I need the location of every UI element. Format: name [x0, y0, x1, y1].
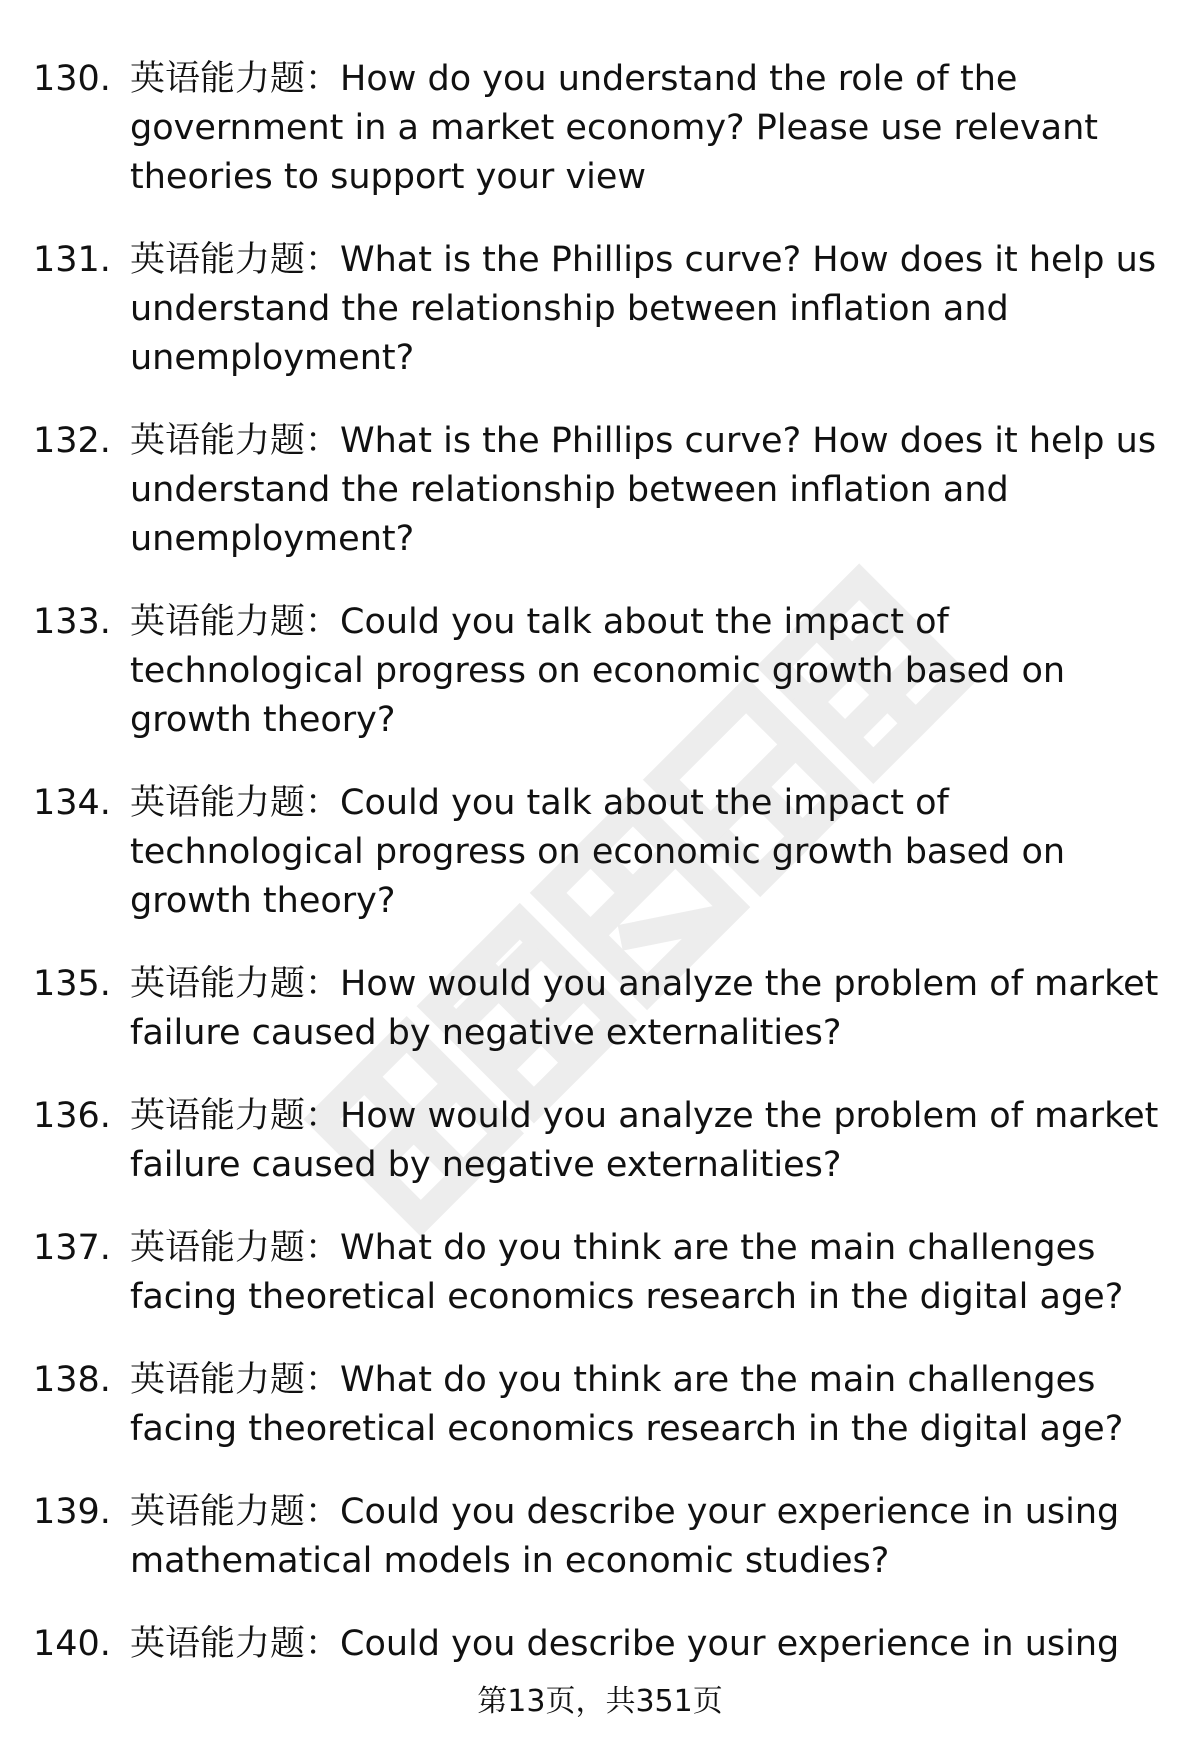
- question-tag: 英语能力题：: [130, 783, 341, 823]
- question-text: How would you analyze the problem of market failure caused by negative externalities?: [130, 964, 1159, 1053]
- question-tag: 英语能力题：: [130, 1492, 341, 1532]
- question-tag: 英语能力题：: [130, 59, 341, 99]
- question-number: 131.: [33, 240, 111, 280]
- question-text: What do you think are the main challenges facing theoretical economics research in the digital age?: [130, 1360, 1124, 1449]
- question-body: [130, 1488, 1200, 1586]
- question-tag: 英语能力题：: [130, 602, 341, 642]
- question-body: [130, 960, 1200, 1058]
- question-text: Could you describe your experience in using mathematical models in economic studies?: [130, 1492, 1120, 1581]
- question-number: 130.: [33, 59, 111, 99]
- question-body: [130, 1620, 1200, 1669]
- question-text: How would you analyze the problem of market failure caused by negative externalities?: [130, 1096, 1159, 1185]
- question-text: What is the Phillips curve? How does it help us understand the relationship between inflation and unemployment?: [130, 240, 1157, 378]
- question-number: 139.: [33, 1492, 111, 1532]
- question-text: How do you understand the role of the government in a market economy? Please use relevant theories to support your view: [130, 59, 1098, 197]
- question-tag: 英语能力题：: [130, 240, 341, 280]
- question-number: 134.: [33, 783, 111, 823]
- question-number: 133.: [33, 602, 111, 642]
- question-number: 136.: [33, 1096, 111, 1136]
- question-body: [130, 598, 1200, 745]
- question-item: [0, 1620, 1200, 1669]
- question-item: [0, 55, 1200, 202]
- question-tag: 英语能力题：: [130, 421, 341, 461]
- question-body: [130, 1224, 1200, 1322]
- question-tag: 英语能力题：: [130, 1360, 341, 1400]
- question-item: [0, 960, 1200, 1058]
- question-item: [0, 1224, 1200, 1322]
- question-text: Could you describe your experience in using: [340, 1624, 1120, 1664]
- question-number: 135.: [33, 964, 111, 1004]
- question-item: [0, 1092, 1200, 1190]
- question-tag: 英语能力题：: [130, 1228, 341, 1268]
- question-body: [130, 1356, 1200, 1454]
- question-item: [0, 779, 1200, 926]
- question-body: [130, 1092, 1200, 1190]
- question-number: 140.: [33, 1624, 111, 1664]
- question-body: [130, 779, 1200, 926]
- question-text: What do you think are the main challenges facing theoretical economics research in the digital age?: [130, 1228, 1124, 1317]
- question-number: 138.: [33, 1360, 111, 1400]
- question-text: Could you talk about the impact of technological progress on economic growth based on growth theory?: [130, 783, 1066, 921]
- question-number: 132.: [33, 421, 111, 461]
- question-item: [0, 1488, 1200, 1586]
- question-body: [130, 55, 1200, 202]
- page-footer: [0, 1682, 1200, 1722]
- question-list: [0, 55, 1200, 1669]
- question-text: What is the Phillips curve? How does it help us understand the relationship between inflation and unemployment?: [130, 421, 1157, 559]
- question-body: [130, 417, 1200, 564]
- question-number: 137.: [33, 1228, 111, 1268]
- question-item: [0, 1356, 1200, 1454]
- question-tag: 英语能力题：: [130, 1096, 341, 1136]
- question-item: [0, 236, 1200, 383]
- question-text: Could you talk about the impact of technological progress on economic growth based on growth theory?: [130, 602, 1066, 740]
- question-item: [0, 417, 1200, 564]
- question-tag: 英语能力题：: [130, 1624, 341, 1664]
- question-item: [0, 598, 1200, 745]
- question-body: [130, 236, 1200, 383]
- question-tag: 英语能力题：: [130, 964, 341, 1004]
- page-number-label: 第13页，共351页: [477, 1684, 723, 1719]
